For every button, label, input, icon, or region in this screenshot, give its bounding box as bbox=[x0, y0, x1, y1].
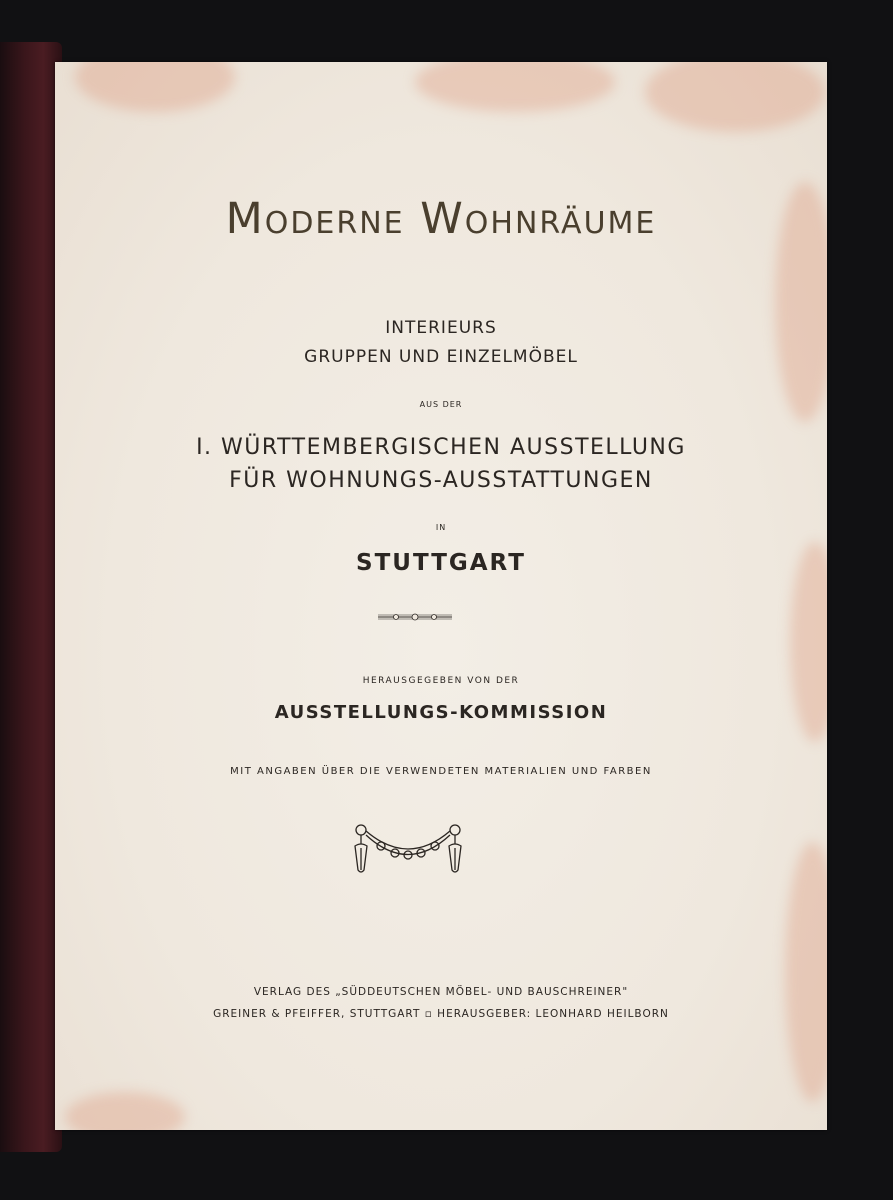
book-cover-edge bbox=[0, 42, 62, 1152]
city-name: STUTTGART bbox=[356, 550, 526, 576]
publisher-line-2: GREINER & PFEIFFER, STUTTGART ▫ HERAUSGEBER: LEONHARD HEILBORN bbox=[213, 1008, 669, 1020]
garland-ornament-icon bbox=[347, 822, 469, 878]
foxing-stain bbox=[415, 62, 615, 112]
editor-intro: HERAUSGEGEBEN VON DER bbox=[362, 676, 520, 686]
connector-in: IN bbox=[435, 523, 447, 532]
materials-note: MIT ANGABEN ÜBER DIE VERWENDETEN MATERIALIEN UND FARBEN bbox=[230, 766, 652, 777]
exhibition-line-2: FÜR WOHNUNGS-AUSSTATTUNGEN bbox=[229, 468, 653, 493]
page-title: Moderne Wohnräume bbox=[225, 194, 657, 244]
subtitle-line-1: INTERIEURS bbox=[385, 318, 497, 338]
exhibition-line-1: I. WÜRTTEMBERGISCHEN AUSSTELLUNG bbox=[196, 435, 686, 460]
publisher-line-1: VERLAG DES „SÜDDEUTSCHEN MÖBEL- UND BAUSCHREINER" bbox=[253, 986, 629, 998]
connector-aus-der: AUS DER bbox=[419, 400, 463, 409]
foxing-stain bbox=[645, 62, 825, 132]
foxing-stain bbox=[785, 842, 827, 1102]
foxing-stain bbox=[75, 62, 235, 112]
foxing-stain bbox=[65, 1092, 185, 1130]
subtitle-line-2: GRUPPEN UND EINZELMÖBEL bbox=[304, 347, 578, 367]
title-page bbox=[55, 62, 827, 1130]
editor-name: AUSSTELLUNGS-KOMMISSION bbox=[274, 702, 608, 723]
small-divider-ornament bbox=[376, 612, 454, 622]
